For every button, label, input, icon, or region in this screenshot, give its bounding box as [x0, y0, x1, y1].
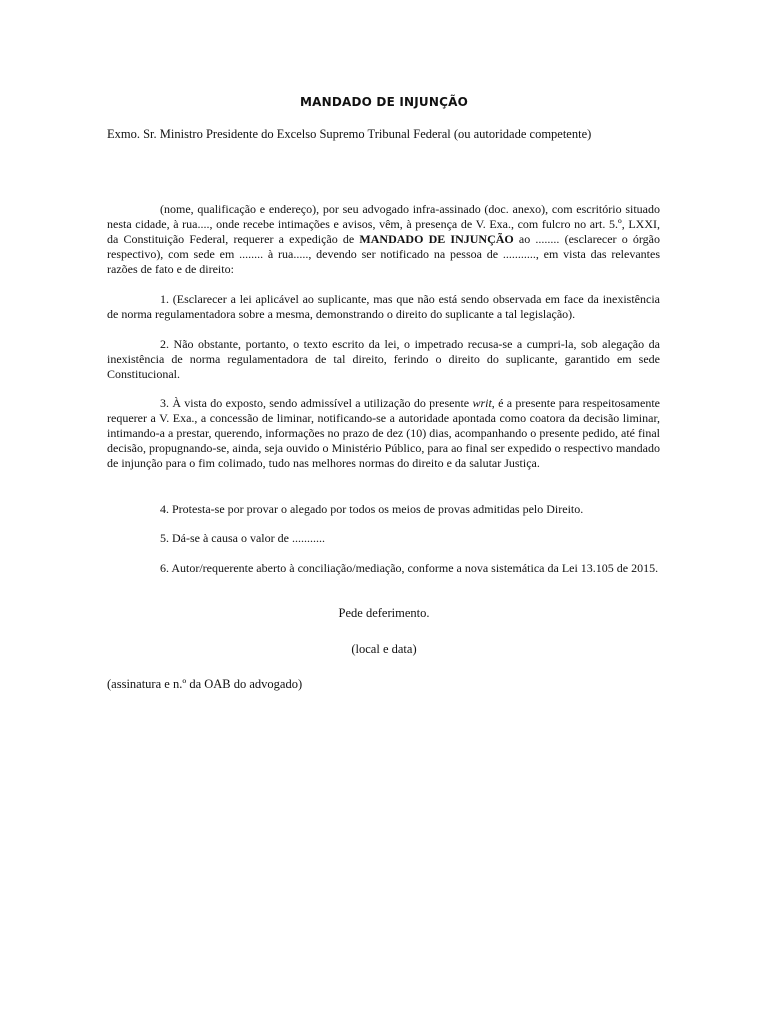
item3-text-end: , é a presente para respeitosamente requerer a V. Exa., a concessão de liminar, notificando-se a autoridade apontada como coatora da decisão liminar, intimando-a a prestar, querendo, informações no prazo de dez (10) dias, acompanhando o presente pedido, até final decisão, propugnando-se, ainda, seja ouvido o Ministério Público, para ao final ser expedido o respectivo mandado de injunção para o fim colimado, tudo nas melhores normas do direito e da salutar Justiça.	[107, 396, 660, 470]
intro-text-end: ao ........ (esclarecer o órgão respectivo), com sede em ........ à rua....., devendo ser notificado na pessoa de ..........., em vista das relevantes razões de fato e de direito:	[107, 232, 660, 276]
intro-text-start: (nome, qualificação e endereço), por seu advogado infra-assinado (doc. anexo), com escritório situado nesta cidade, à rua...., onde recebe intimações e avisos, vêm, à presença de V. Exa., com fulcro no art. 5.º, LXXI, da Constituição Federal, requerer a expedição de	[107, 202, 660, 246]
paragraph-item-3	[107, 396, 660, 471]
closing-line: Pede deferimento.	[338, 606, 430, 620]
place-date-line: (local e data)	[351, 642, 417, 656]
item3-text-start: 3. À vista do exposto, sendo admissível a utilização do presente	[160, 396, 473, 410]
paragraph-item-1: 1. (Esclarecer a lei aplicável ao suplicante, mas que não está sendo observada em face da inexistência de norma regulamentadora sobre a mesma, demonstrando o direito do suplicante a tal legislação).	[107, 292, 660, 321]
paragraph-item-2: 2. Não obstante, portanto, o texto escrito da lei, o impetrado recusa-se a cumpri-la, sob alegação da inexistência de norma regulamentadora de tal direito, ferindo o direito do suplicante, garantido em sede Constitucional.	[107, 337, 660, 381]
item3-emphasis: writ	[472, 396, 492, 410]
document-title: MANDADO DE INJUNÇÃO	[299, 95, 469, 109]
paragraph-item-6: 6. Autor/requerente aberto à conciliação/mediação, conforme a nova sistemática da Lei 13.105 de 2015.	[160, 561, 659, 575]
paragraph-item-5: 5. Dá-se à causa o valor de ...........	[160, 531, 325, 545]
salutation: Exmo. Sr. Ministro Presidente do Excelso Supremo Tribunal Federal (ou autoridade competente)	[107, 127, 592, 141]
intro-emphasis: MANDADO DE INJUNÇÃO	[359, 232, 514, 246]
intro-paragraph	[107, 202, 660, 277]
signature-line: (assinatura e n.º da OAB do advogado)	[107, 677, 303, 691]
paragraph-item-4: 4. Protesta-se por provar o alegado por todos os meios de provas admitidas pelo Direito.	[160, 502, 584, 516]
